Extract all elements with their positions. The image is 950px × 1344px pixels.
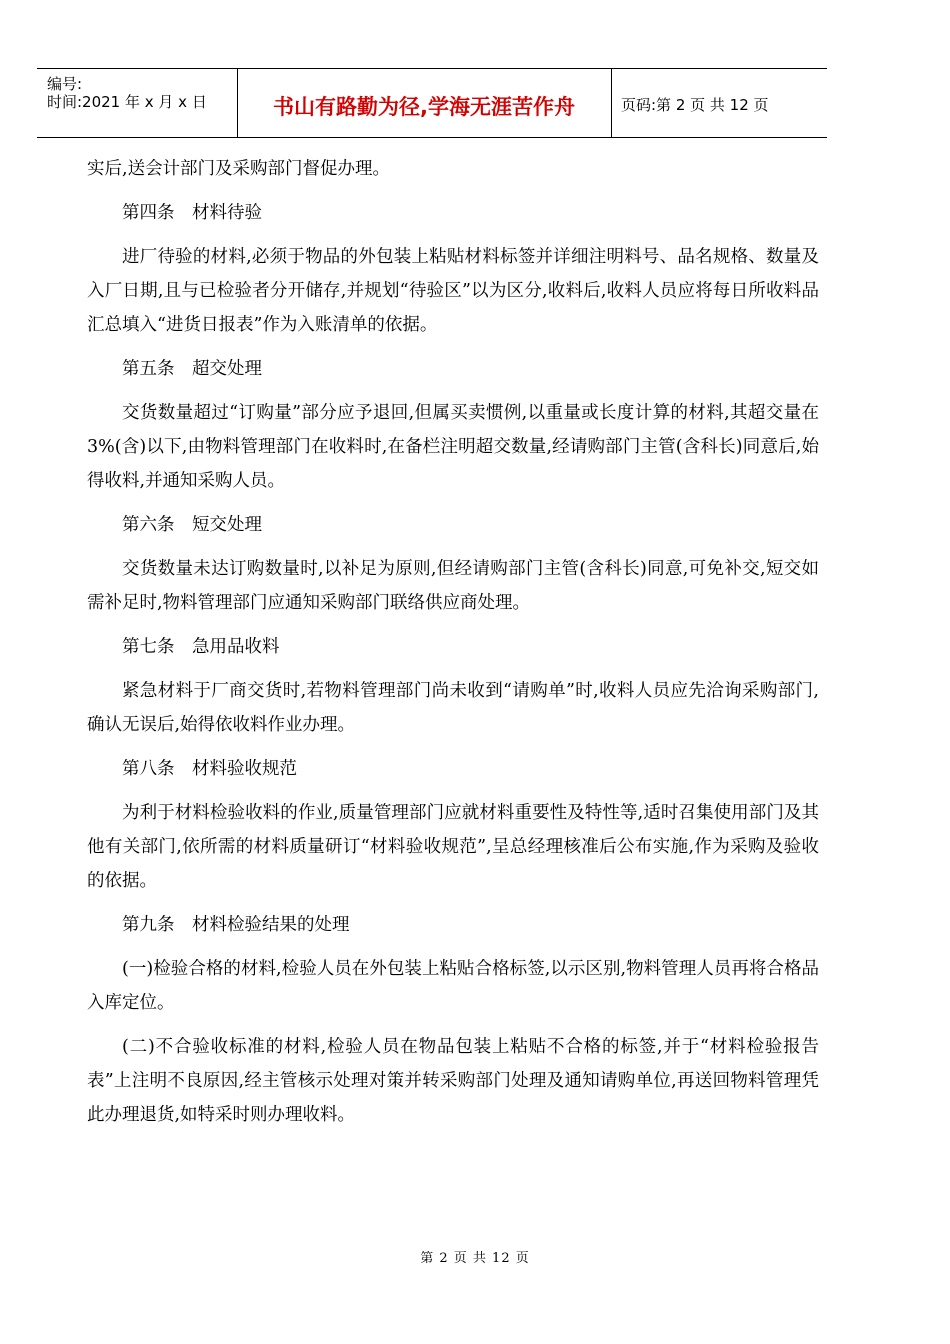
header-middle-cell <box>237 69 612 137</box>
section-heading-8: 第八条 材料验收规范 <box>122 759 297 779</box>
paragraph-continuation: 实后,送会计部门及采购部门督促办理。 <box>87 159 391 179</box>
code-label: 编号: <box>47 75 83 93</box>
page-footer: 第 2 页 共 12 页 <box>420 1251 530 1266</box>
time-label: 时间:2021 年 x 月 x 日 <box>47 93 207 111</box>
header-right-cell <box>611 69 827 137</box>
section-heading-9: 第九条 材料检验结果的处理 <box>122 915 350 935</box>
paragraph-section-8: 为利于材料检验收料的作业,质量管理部门应就材料重要性及特性等,适时召集使用部门及其他有关部门,依所需的材料质量研订“材料验收规范”,呈总经理核准后公布实施,作为采购及验收的依据。 <box>87 803 819 891</box>
paragraph-section-5: 交货数量超过“订购量”部分应予退回,但属买卖惯例,以重量或长度计算的材料,其超交量在 3%(含)以下,由物料管理部门在收料时,在备栏注明超交数量,经请购部门主管(含科长)同意后,始得收料,并通知采购人员。 <box>87 403 819 491</box>
section-heading-4: 第四条 材料待验 <box>122 203 262 223</box>
header-motto: 书山有路勤为径,学海无涯苦作舟 <box>273 95 575 119</box>
paragraph-section-9-item-2: (二)不合验收标准的材料,检验人员在物品包装上粘贴不合格的标签,并于“材料检验报告表”上注明不良原因,经主管核示处理对策并转采购部门处理及通知请购单位,再送回物料管理凭此办理退货,如特采时则办理收料。 <box>87 1037 819 1125</box>
section-heading-6: 第六条 短交处理 <box>122 515 262 535</box>
paragraph-section-9-item-1: (一)检验合格的材料,检验人员在外包装上粘贴合格标签,以示区别,物料管理人员再将合格品入库定位。 <box>87 959 819 1013</box>
section-heading-5: 第五条 超交处理 <box>122 359 262 379</box>
header-page-info: 页码:第 2 页 共 12 页 <box>621 96 769 114</box>
paragraph-section-4: 进厂待验的材料,必须于物品的外包装上粘贴材料标签并详细注明料号、品名规格、数量及入厂日期,且与已检验者分开储存,并规划“待验区”以为区分,收料后,收料人员应将每日所收料品汇总填入“进货日报表”作为入账清单的依据。 <box>87 247 819 335</box>
header-left-cell <box>37 69 238 137</box>
paragraph-section-6: 交货数量未达订购数量时,以补足为原则,但经请购部门主管(含科长)同意,可免补交,短交如需补足时,物料管理部门应通知采购部门联络供应商处理。 <box>87 559 819 613</box>
paragraph-section-7: 紧急材料于厂商交货时,若物料管理部门尚未收到“请购单”时,收料人员应先洽询采购部门,确认无误后,始得依收料作业办理。 <box>87 681 819 735</box>
section-heading-7: 第七条 急用品收料 <box>122 637 280 657</box>
document-body <box>87 152 819 1142</box>
document-header <box>37 68 827 138</box>
